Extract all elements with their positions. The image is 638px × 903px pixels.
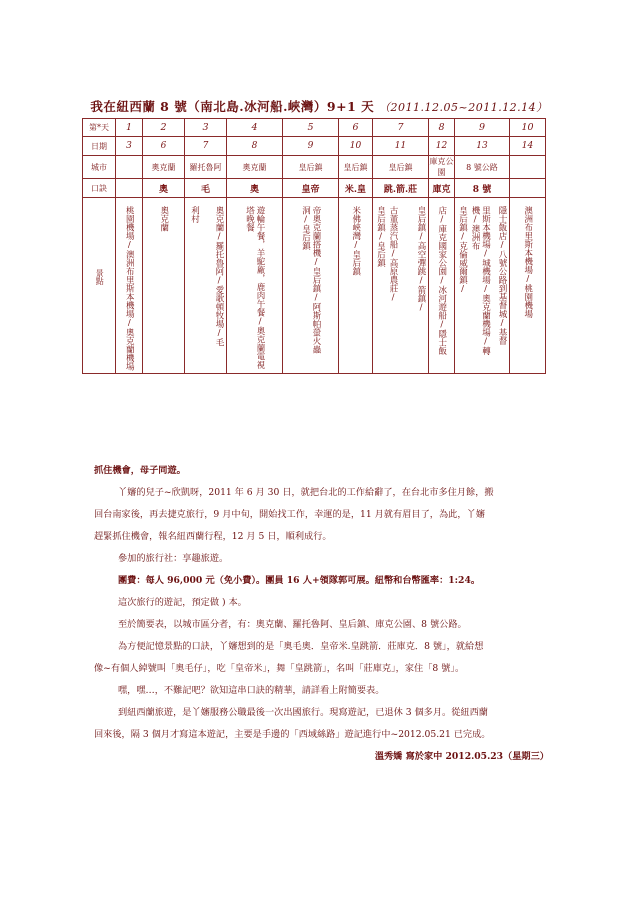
date-label: 日期 <box>83 137 116 156</box>
spots-cell <box>227 198 283 374</box>
city-label: 城市 <box>83 156 116 179</box>
day-cell: 4 <box>227 119 283 137</box>
day-cell: 6 <box>339 119 373 137</box>
date-cell: 10 <box>339 137 373 156</box>
title-dates: （2011.12.05~2011.12.14） <box>379 101 548 114</box>
mnemonic-cell: 米.皇 <box>339 179 373 198</box>
spots-row <box>83 198 546 374</box>
city-cell: 奧克蘭 <box>143 156 185 179</box>
paragraph: 回來後，隔 3 個月才寫這本遊記，主要是手邊的「西域絲路」遊記進行中~2012.05.21 已完成。 <box>94 729 491 740</box>
signature: 溫秀嬌 寫於家中 2012.05.23（星期三） <box>374 751 549 762</box>
paragraph: 團費：每人 96,000 元（免小費）。團員 16 人+領隊郭可展。紐幣和台幣匯率：1:24。 <box>118 575 481 586</box>
spots-text: 奧克蘭 <box>158 206 169 232</box>
day-row <box>83 119 546 137</box>
day-cell: 10 <box>510 119 546 137</box>
mnemonic-cell: 奧 <box>227 179 283 198</box>
city-row <box>83 156 546 179</box>
mnemonic-label: 口訣 <box>83 179 116 198</box>
title-main: 我在紐西蘭 8 號（南北島.冰河船.峽灣）9+1 天 <box>90 99 375 114</box>
day-cell: 7 <box>373 119 429 137</box>
spots-cell <box>116 198 143 374</box>
city-cell: 庫克公園 <box>429 157 454 177</box>
page-title <box>0 97 638 115</box>
mnemonic-cell <box>510 179 546 198</box>
paragraph: 這次旅行的遊記，預定做 ) 本。 <box>118 597 247 608</box>
day-cell: 5 <box>283 119 339 137</box>
paragraph: 參加的旅行社：享趣旅遊。 <box>118 553 229 564</box>
paragraph: 到紐西蘭旅遊，是丫嬸服務公職最後一次出國旅行。現寫遊記，已退休 3 個多月。從紐西蘭 <box>118 707 488 718</box>
spots-text: 皇后鎮/高空彈跳/箭鎮/ <box>416 206 426 313</box>
spots-cell <box>185 198 227 374</box>
paragraph: 像~有個人綽號叫「奧毛仔」，吃「皇帝米」，舞「皇跳箭」，名叫「莊庫克」，家住「8 號」。 <box>94 663 465 674</box>
day-cell: 3 <box>185 119 227 137</box>
spots-text: 隱士飯店/八號公路到基督城/基督 <box>497 206 507 345</box>
spots-text: 帝奧克蘭搭機/皇后鎮/阿斯帕螢火蟲洞/皇后鎮 <box>300 206 321 354</box>
mnemonic-cell: 跳.箭.莊 <box>373 179 429 198</box>
paragraph: 趕緊抓住機會，報名紐西蘭行程，12 月 5 日，順利成行。 <box>94 531 332 542</box>
spots-text: 古董蒸汽船/高原農莊/ <box>388 206 398 303</box>
article-heading: 抓住機會，母子同遊。 <box>94 465 186 476</box>
date-cell: 12 <box>429 137 455 156</box>
mnemonic-cell: 毛 <box>185 179 227 198</box>
spots-cell <box>283 198 339 374</box>
spots-text: 遊輪午餐，羊駝廠，鹿肉午餐/奧克蘭電視塔晚餐 <box>244 206 265 369</box>
mnemonic-cell: 奧 <box>143 179 185 198</box>
spots-cell <box>429 198 455 374</box>
paragraph: 至於簡要表，以城市區分者，有：奧克蘭、羅托魯阿、皇后鎮、庫克公園、8 號公路。 <box>118 619 467 630</box>
spots-cell <box>373 198 429 374</box>
date-cell: 9 <box>283 137 339 156</box>
date-cell: 14 <box>510 137 546 156</box>
city-cell: 皇后鎮 <box>373 156 429 179</box>
spots-cell <box>455 198 510 374</box>
spots-text: 米佛峽灣/皇后鎮 <box>350 206 361 276</box>
spots-text: 奧克蘭/羅托魯阿/愛歌頓牧場/毛 <box>214 206 224 347</box>
city-cell <box>116 156 143 179</box>
spots-text: 皇后鎮/皇后鎮 <box>375 206 386 267</box>
spots-text: 桃園機場/澳洲布里斯本機場/奧克蘭機場 <box>124 206 135 371</box>
spots-text: 利村 <box>189 206 200 223</box>
mnemonic-row <box>83 179 546 198</box>
mnemonic-cell: 8 號 <box>455 179 510 198</box>
date-cell: 3 <box>116 137 143 156</box>
article-body <box>94 460 549 768</box>
paragraph: 嘿，嘿…，不難記吧？欲知這串口訣的精華，請詳看上附簡要表。 <box>118 685 385 696</box>
spots-text: 店/庫克國家公園/冰河遊船/隱士飯 <box>436 206 447 355</box>
city-cell: 皇后鎮 <box>339 156 373 179</box>
paragraph: 為方便記憶景點的口訣，丫嬸想到的是「奧毛奧．皇帝米.皇跳箭．莊庫克．8 號」，就給想 <box>118 641 484 652</box>
date-row <box>83 137 546 156</box>
spots-text: 澳洲布里斯本機場/桃園機場 <box>522 206 533 318</box>
spots-label-cell <box>83 198 116 374</box>
day-cell: 2 <box>143 119 185 137</box>
date-cell: 13 <box>455 137 510 156</box>
date-cell: 7 <box>185 137 227 156</box>
date-cell: 11 <box>373 137 429 156</box>
mnemonic-cell <box>116 179 143 198</box>
mnemonic-cell: 庫克 <box>429 179 455 198</box>
day-cell: 1 <box>116 119 143 137</box>
itinerary-table <box>82 118 546 374</box>
spots-label: 景點 <box>95 268 105 285</box>
spots-cell <box>510 198 546 374</box>
date-cell: 8 <box>227 137 283 156</box>
paragraph: 丫嬸的兒子~欣凱呀，2011 年 6 月 30 日，就把台北的工作給辭了，在台北市多住月餘，搬 <box>118 487 494 498</box>
mnemonic-cell: 皇帝 <box>283 179 339 198</box>
date-cell: 6 <box>143 137 185 156</box>
spots-text: 皇后鎮/克倫威爾鎮/ <box>457 206 468 294</box>
city-cell <box>510 156 546 179</box>
day-cell: 8 <box>429 119 455 137</box>
city-cell: 8 號公路 <box>455 156 510 179</box>
city-cell: 羅托魯阿 <box>185 156 227 179</box>
spots-cell <box>143 198 185 374</box>
city-cell: 奧克蘭 <box>227 156 283 179</box>
spots-cell <box>339 198 373 374</box>
paragraph: 回台南家後，再去捷克旅行，9 月中旬，開始找工作，幸運的是，11 月就有眉目了，為此，丫嬸 <box>94 509 485 520</box>
day-label: 第*天 <box>83 119 116 137</box>
city-cell: 皇后鎮 <box>283 156 339 179</box>
spots-text: 里斯本機場/城機場/奧克蘭機場/轉機/澳洲布 <box>470 206 491 355</box>
day-cell: 9 <box>455 119 510 137</box>
